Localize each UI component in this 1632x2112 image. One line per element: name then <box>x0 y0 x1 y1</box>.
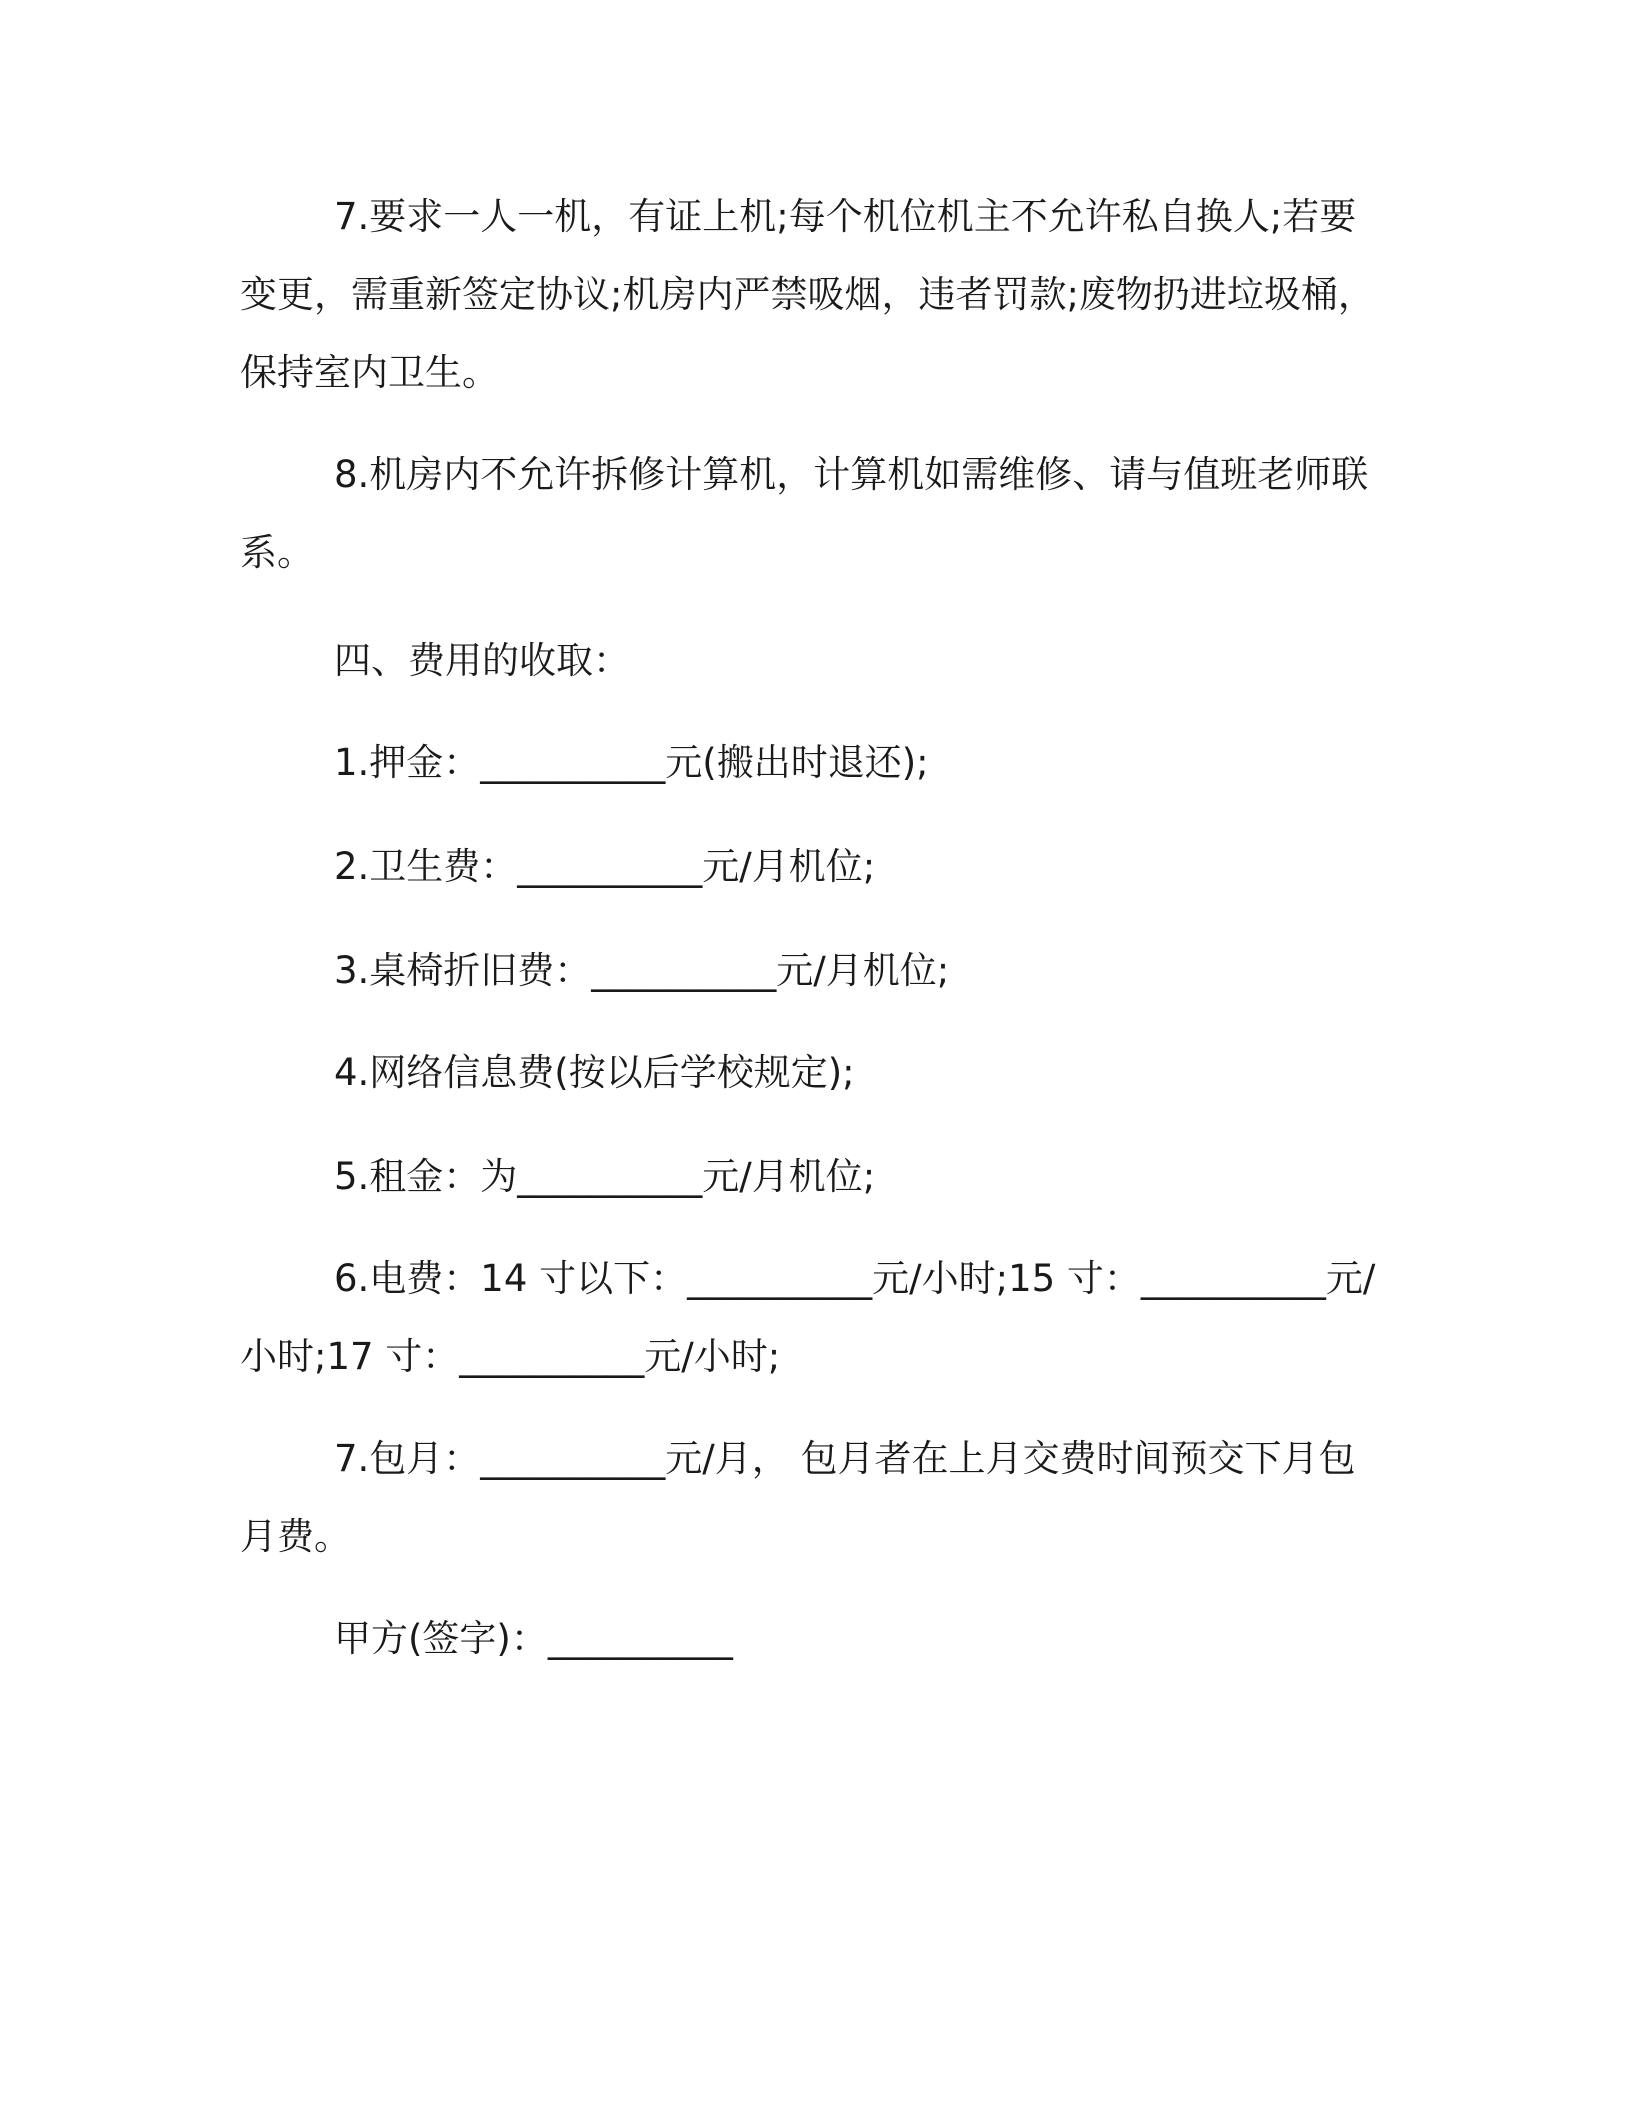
signature-party-a: 甲方(签字)：__________ <box>334 1617 733 1660</box>
paragraph-rule-8: 8.机房内不允许拆修计算机，计算机如需维修、请与值班老师联系。 <box>240 453 1369 574</box>
fee-item-furniture-depreciation: 3.桌椅折旧费：__________元/月机位; <box>334 949 950 992</box>
fee-item-cleaning: 2.卫生费：__________元/月机位; <box>334 845 876 888</box>
paragraph-rule-7: 7.要求一人一机，有证上机;每个机位机主不允许私自换人;若要变更，需重新签定协议;机房内严禁吸烟，违者罚款;废物扔进垃圾桶，保持室内卫生。 <box>240 195 1375 394</box>
fee-item-electricity: 6.电费：14 寸以下：__________元/小时;15 寸：__________元/小时;17 寸：__________元/小时; <box>240 1257 1376 1378</box>
fee-item-rent: 5.租金：为__________元/月机位; <box>334 1155 876 1198</box>
fee-item-monthly-package: 7.包月：__________元/月， 包月者在上月交费时间预交下月包月费。 <box>240 1437 1356 1558</box>
section-heading-fees: 四、费用的收取： <box>334 639 630 682</box>
fee-item-network: 4.网络信息费(按以后学校规定); <box>334 1051 855 1094</box>
fee-item-deposit: 1.押金：__________元(搬出时退还); <box>334 741 929 784</box>
